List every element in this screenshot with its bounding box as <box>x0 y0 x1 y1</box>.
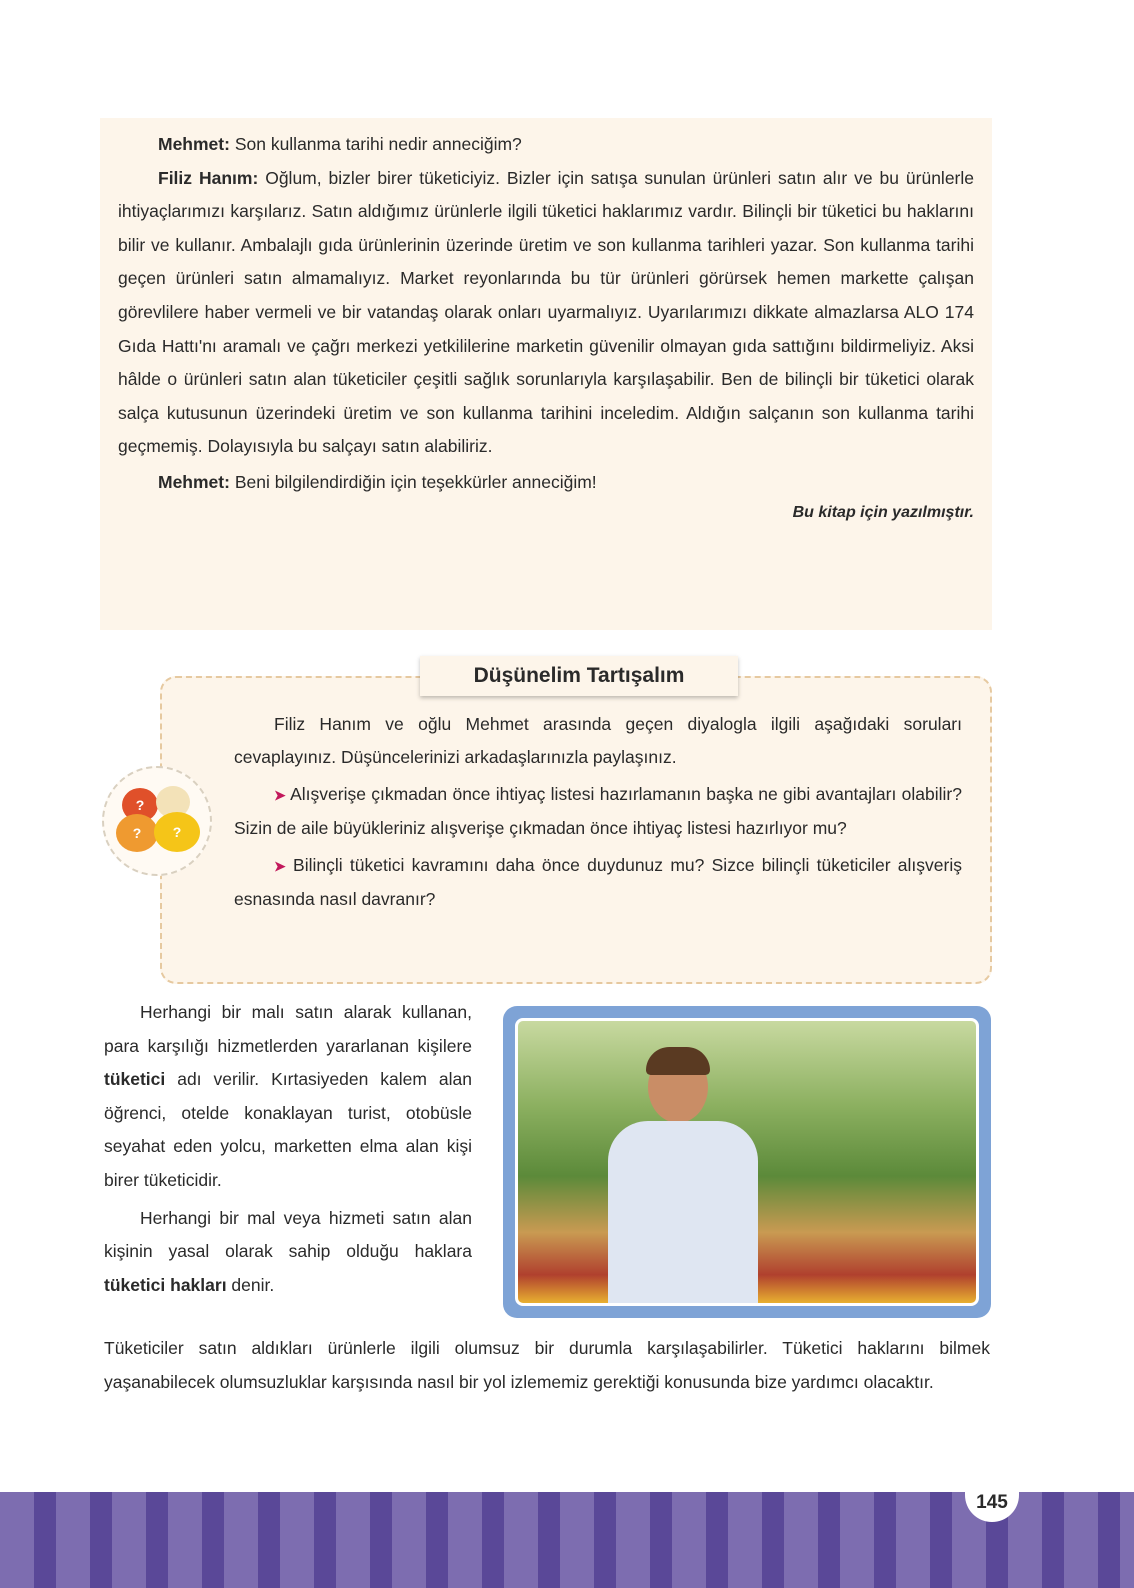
text: Herhangi bir malı satın alarak kullanan, para karşılığı hizmetlerden yararlanan kişilere <box>104 1002 472 1056</box>
discussion-title: Düşünelim Tartışalım <box>420 656 738 696</box>
question-text: Alışverişe çıkmadan önce ihtiyaç listesi hazırlamanın başka ne gibi avantajları olabilir? Sizin de aile büyükleriniz alışverişe çıkmadan önce ihtiyaç listesi hazırlıyor mu? <box>234 784 962 838</box>
question-bubbles-icon <box>102 766 212 876</box>
question-mark: ? <box>122 788 158 822</box>
bullet-arrow-icon: ➤ <box>274 787 286 803</box>
question-item <box>234 849 962 916</box>
discussion-intro: Filiz Hanım ve oğlu Mehmet arasında geçen diyalogla ilgili aşağıdaki soruları cevaplayınız. Düşüncelerinizi arkadaşlarınızla paylaşınız. <box>234 714 962 767</box>
dialog-line <box>158 466 974 500</box>
dialog-box <box>100 118 992 630</box>
footer-stripes <box>0 1492 1134 1588</box>
shopper-figure <box>608 1051 758 1306</box>
question-item <box>234 778 962 845</box>
dialog-line <box>118 162 974 464</box>
body-paragraph <box>104 1332 990 1399</box>
discussion-box <box>160 676 992 984</box>
dialog-text: Son kullanma tarihi nedir anneciğim? <box>229 134 522 154</box>
question-text: Bilinçli tüketici kavramını daha önce duydunuz mu? Sizce bilinçli tüketiciler alışveriş esnasında nasıl davranır? <box>234 855 962 909</box>
dialog-text: Oğlum, bizler birer tüketiciyiz. Bizler için satışa sunulan ürünleri satın alır ve bu ürünlerle ihtiyaçlarımızı karşılarız. Satın aldığımız ürünlerle ilgili tüketici haklarımız vardır. Bilinçli bir tüketici bu haklarını bilir ve kullanır. Ambalajlı gıda ürünlerinin üzerinde üretim ve son kullanma tarihleri yazar. Son kullanma tarihi geçen ürünleri satın almamalıyız. Market reyonlarında bu tür ürünleri görürsek hemen markette çalışan görevlilere haber vermeli ve bir vatandaş olarak onları uyarmalıyız. Uyarılarımızı dikkate almazlarsa ALO 174 Gıda Hattı'nı aramalı ve çağrı merkezi yetkililerine marketin güvenilir olmayan gıda sattığını bildirmeliyiz. Aksi hâlde o ürünleri satın alan tüketiciler çeşitli sağlık sorunlarıyla karşılaşabilir. Ben de bilinçli bir tüketici olarak salça kutusunun üzerindeki üretim ve son kullanma tarihini inceledim. Aldığın salçanın son kullanma tarihi geçmemiş. Dolayısıyla bu salçayı satın alabiliriz. <box>118 167 974 457</box>
question-mark: ? <box>154 812 200 852</box>
dialog-line <box>158 128 974 162</box>
term: tüketici <box>104 1069 166 1090</box>
speaker: Mehmet: <box>158 134 230 154</box>
paragraph <box>104 1202 472 1303</box>
supermarket-photo-frame <box>503 1006 991 1318</box>
speaker: Filiz Hanım: <box>158 167 259 188</box>
dialog-text: Beni bilgilendirdiğin için teşekkürler anneciğim! <box>229 471 597 492</box>
bullet-arrow-icon: ➤ <box>274 858 286 874</box>
page-number: 145 <box>965 1488 1019 1522</box>
speaker: Mehmet: <box>158 471 230 492</box>
text: adı verilir. Kırtasiyeden kalem alan öğrenci, otelde konaklayan turist, otobüsle seyahat eden yolcu, marketten elma alan kişi birer tüketicidir. <box>104 1069 472 1190</box>
text: Herhangi bir mal veya hizmeti satın alan kişinin yasal olarak sahip olduğu haklara <box>104 1207 472 1262</box>
term: tüketici hakları <box>104 1274 227 1295</box>
body-column <box>104 996 472 1302</box>
paragraph: Tüketiciler satın aldıkları ürünlerle ilgili olumsuz bir durumla karşılaşabilirler. Tüketici haklarını bilmek yaşanabilecek olumsuzluklar karşısında nasıl bir yol izlememiz gerektiği konusunda bize yardımcı olacaktır. <box>104 1338 990 1392</box>
source-note: Bu kitap için yazılmıştır. <box>792 503 974 521</box>
paragraph <box>104 996 472 1198</box>
supermarket-photo <box>515 1018 979 1306</box>
text: denir. <box>226 1274 275 1295</box>
question-mark: ? <box>116 814 158 852</box>
